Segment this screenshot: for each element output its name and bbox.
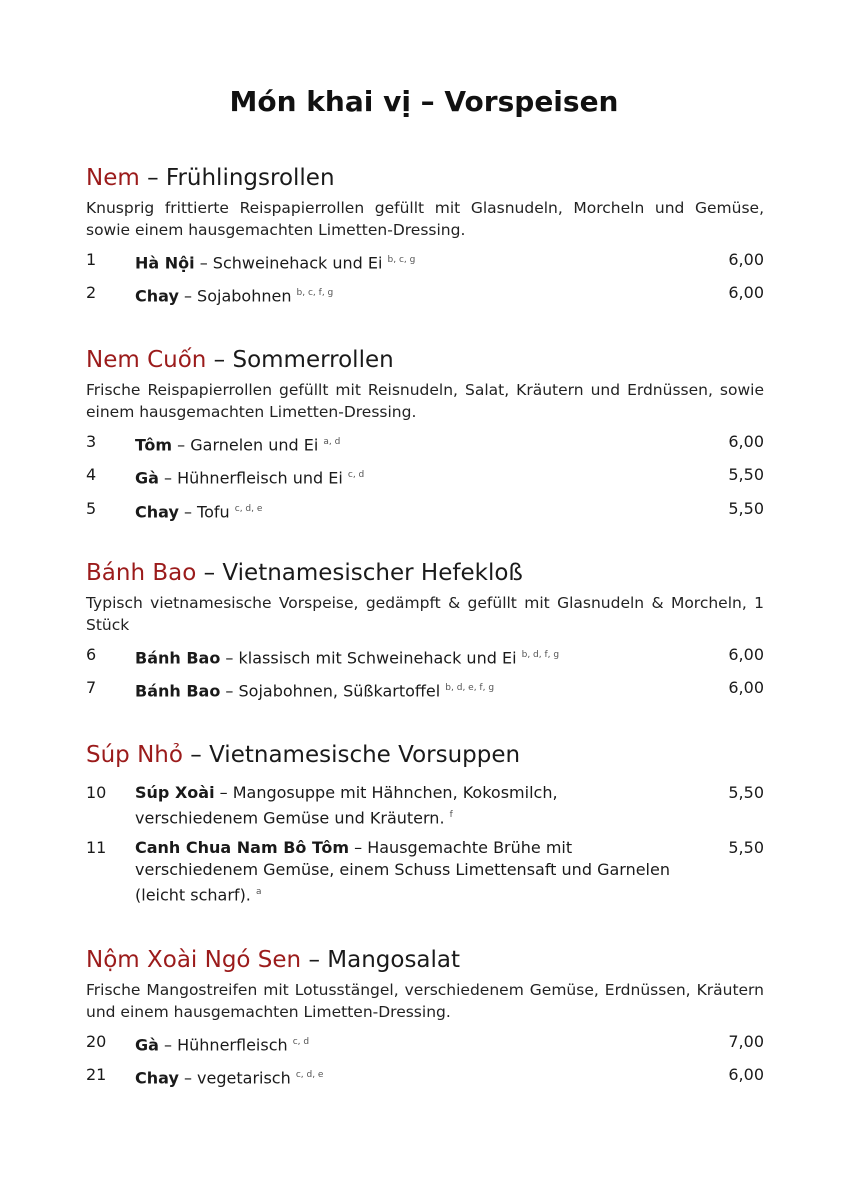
section-nom-xoai	[86, 945, 764, 1090]
item-description: – Garnelen und Ei	[172, 435, 319, 455]
section-title-german: – Vietnamesische Vorsuppen	[182, 742, 521, 768]
item-price: 6,00	[728, 678, 764, 698]
item-price: 5,50	[728, 838, 764, 858]
item-name: Hà Nội	[135, 253, 195, 273]
menu-item	[86, 282, 764, 307]
menu-item	[86, 837, 764, 906]
item-description: – Hühnerfleisch	[158, 1035, 288, 1055]
item-price: 6,00	[728, 1065, 764, 1085]
section-banh-bao	[86, 558, 764, 703]
item-number: 2	[86, 283, 97, 303]
item-allergens: f	[449, 810, 453, 820]
item-description: – Hausgemachte Brühe mit verschiedenem Gemüse, einem Schuss Limettensaft und Garnelen (leicht scharf).	[135, 838, 670, 905]
item-price: 6,00	[728, 432, 764, 451]
item-number: 11	[86, 838, 107, 858]
item-name: Chay	[135, 1068, 179, 1088]
item-price: 6,00	[728, 250, 764, 269]
item-number: 1	[86, 250, 97, 269]
item-name: Bánh Bao	[135, 648, 221, 668]
item-name: Gà	[135, 468, 159, 488]
item-number: 6	[86, 645, 97, 664]
item-allergens: c, d, e	[295, 1070, 324, 1081]
item-number: 21	[86, 1065, 107, 1085]
menu-item	[86, 249, 764, 274]
item-number: 20	[86, 1032, 107, 1051]
item-number: 5	[86, 498, 97, 518]
item-price: 5,50	[728, 783, 764, 802]
item-description: – Schweinehack und Ei	[194, 253, 383, 273]
item-description: – Tofu	[178, 501, 230, 521]
item-number: 10	[86, 783, 107, 802]
section-title-german: – Vietnamesischer Hefekloß	[196, 560, 523, 586]
item-allergens: a, d	[323, 437, 341, 447]
section-sup-nho	[86, 740, 764, 907]
section-description: Typisch vietnamesische Vorspeise, gedämpft & gefüllt mit Glasnudeln & Morcheln, 1 Stück	[86, 594, 764, 634]
menu-item	[86, 498, 764, 523]
menu-item	[86, 464, 764, 489]
item-name: Súp Xoài	[135, 783, 215, 802]
item-name: Chay	[135, 501, 179, 521]
item-allergens: b, c, g	[387, 255, 416, 265]
item-number: 4	[86, 465, 97, 485]
menu-item	[86, 677, 764, 702]
item-name: Bánh Bao	[135, 681, 221, 701]
item-description: – vegetarisch	[178, 1068, 291, 1088]
item-price: 5,50	[728, 498, 764, 518]
item-allergens: c, d, e	[234, 503, 263, 514]
item-number: 7	[86, 678, 97, 698]
section-description: Knusprig frittierte Reispapierrollen gefüllt mit Glasnudeln, Morcheln und Gemüse, sowie einem hausgemachten Limetten-Dressing.	[86, 199, 764, 239]
page-title: Món khai vị – Vorspeisen	[229, 85, 619, 118]
section-title	[86, 945, 764, 975]
section-title-vietnamese: Nem Cuốn	[86, 347, 207, 373]
section-description: Frische Reispapierrollen gefüllt mit Reisnudeln, Salat, Kräutern und Erdnüssen, sowie einem hausgemachten Limetten-Dressing.	[86, 381, 764, 421]
section-nem	[86, 163, 764, 308]
item-name: Tôm	[135, 435, 173, 455]
section-title-german: – Sommerrollen	[206, 347, 394, 373]
section-title-vietnamese: Nem	[86, 165, 140, 191]
item-description: – klassisch mit Schweinehack und Ei	[220, 648, 517, 668]
section-description: Frische Mangostreifen mit Lotusstängel, verschiedenem Gemüse, Erdnüssen, Kräutern und einem hausgemachten Limetten-Dressing.	[86, 981, 764, 1021]
item-description: – Mangosuppe mit Hähnchen, Kokosmilch, verschiedenem Gemüse und Kräutern.	[135, 783, 558, 828]
section-title-german: – Mangosalat	[301, 947, 461, 973]
item-allergens: c, d	[347, 470, 365, 481]
item-allergens: b, d, f, g	[521, 650, 560, 660]
section-title-vietnamese: Bánh Bao	[86, 560, 197, 586]
item-number: 3	[86, 432, 97, 451]
section-title-vietnamese: Súp Nhỏ	[86, 742, 183, 768]
item-price: 6,00	[728, 283, 764, 303]
section-title	[86, 740, 764, 770]
menu-item	[86, 782, 764, 829]
item-name: Canh Chua Nam Bô Tôm	[135, 838, 350, 858]
section-title-vietnamese: Nộm Xoài Ngó Sen	[86, 947, 302, 973]
item-allergens: c, d	[292, 1037, 310, 1047]
section-title	[86, 345, 764, 375]
menu-item	[86, 431, 764, 456]
menu-item	[86, 1031, 764, 1056]
item-price: 6,00	[728, 645, 764, 664]
item-price: 7,00	[728, 1032, 764, 1051]
section-title	[86, 558, 764, 588]
item-price: 5,50	[728, 465, 764, 485]
item-allergens: b, d, e, f, g	[445, 683, 495, 694]
item-description: – Hühnerfleisch und Ei	[158, 468, 343, 488]
menu-item	[86, 644, 764, 669]
section-nem-cuon	[86, 345, 764, 523]
section-title	[86, 163, 764, 193]
item-description: – Sojabohnen, Süßkartoffel	[220, 681, 441, 701]
item-name: Gà	[135, 1035, 159, 1055]
section-title-german: – Frühlingsrollen	[139, 165, 335, 191]
menu-item	[86, 1064, 764, 1089]
item-allergens: b, c, f, g	[296, 288, 334, 299]
item-description: – Sojabohnen	[178, 286, 292, 306]
item-name: Chay	[135, 286, 179, 306]
item-allergens: a	[255, 887, 262, 898]
